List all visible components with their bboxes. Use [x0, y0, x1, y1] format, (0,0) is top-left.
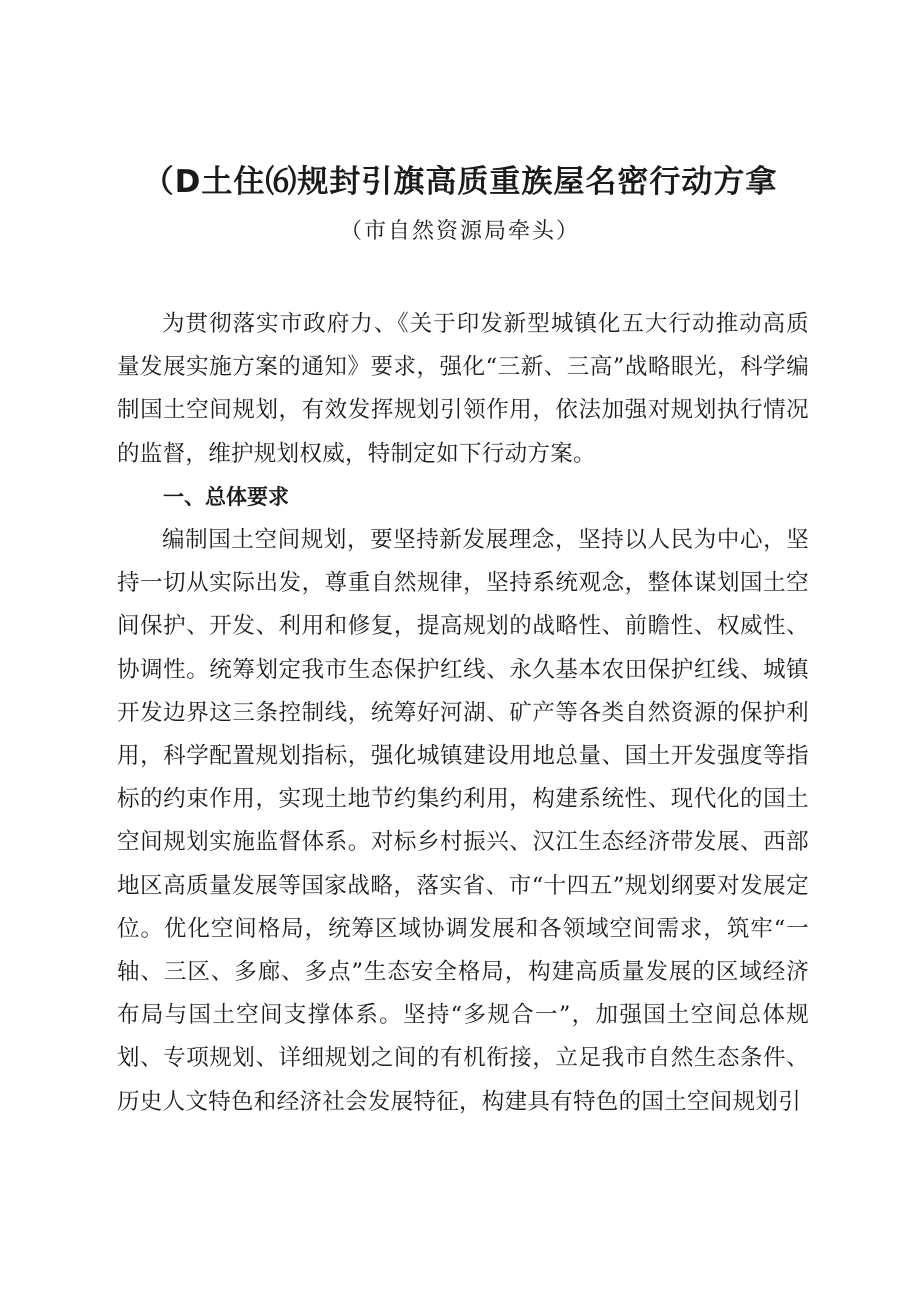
intro-paragraph: 为贯彻落实市政府力、《关于印发新型城镇化五大行动推动高质量发展实施方案的通知》要求，强化“三新、三高”战略眼光，科学编制国土空间规划，有效发挥规划引领作用，依法加强对规划执行情况的监督，维护规划权威，特制定如下行动方案。 — [117, 311, 809, 467]
section-heading-general-requirements: 一、总体要求 — [163, 484, 289, 509]
document-body — [117, 303, 809, 1124]
general-requirements-paragraph: 编制国土空间规划，要坚持新发展理念，坚持以人民为中心，坚持一切从实际出发，尊重自然规律，坚持系统观念，整体谋划国土空间保护、开发、利用和修复，提高规划的战略性、前瞻性、权威性、协调性。统筹划定我市生态保护红线、永久基本农田保护红线、城镇开发边界这三条控制线，统筹好河湖、矿产等各类自然资源的保护利用，科学配置规划指标，强化城镇建设用地总量、国土开发强度等指标的约束作用，实现土地节约集约利用，构建系统性、现代化的国土空间规划实施监督体系。对标乡村振兴、汉江生态经济带发展、西部地区高质量发展等国家战略，落实省、市“十四五”规划纲要对发展定位。优化空间格局，统筹区域协调发展和各领域空间需求，筑牢“一轴、三区、多廊、多点”生态安全格局，构建高质量发展的区域经济布局与国土空间支撑体系。坚持“多规合一”，加强国土空间总体规划、专项规划、详细规划之间的有机衔接，立足我市自然生态条件、历史人文特色和经济社会发展特征，构建具有特色的国土空间规划引 — [117, 527, 809, 1115]
document-subtitle: （市自然资源局牵头） — [339, 219, 580, 244]
document-title: （D土住⑹规封引旗高质重族屋名密行动方拿 — [142, 164, 778, 200]
